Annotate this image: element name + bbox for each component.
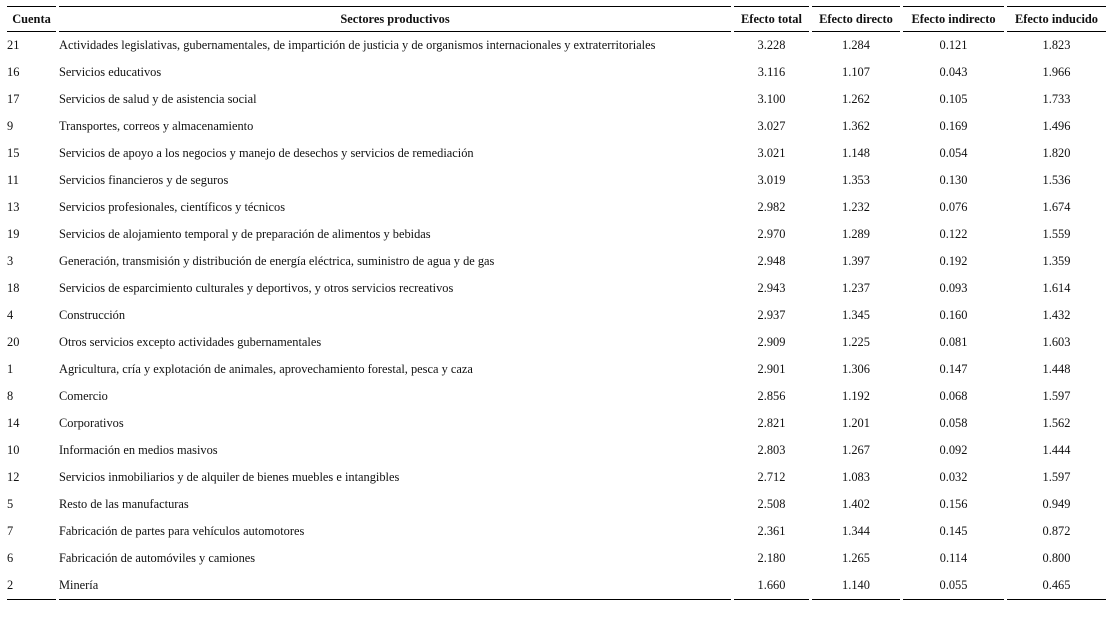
cell-cuenta: 16 xyxy=(7,65,20,79)
cell-efecto-indirecto: 0.058 xyxy=(939,416,968,430)
cell-sector: Servicios inmobiliarios y de alquiler de bienes muebles e intangibles xyxy=(59,470,400,484)
cell-efecto-indirecto: 0.156 xyxy=(939,497,968,511)
cell-efecto-inducido: 1.448 xyxy=(1042,362,1071,376)
cell-efecto-total: 1.660 xyxy=(734,572,809,600)
cell-efecto-inducido: 1.444 xyxy=(1042,443,1071,457)
cell-efecto-total: 2.180 xyxy=(757,551,786,565)
header-sector: Sectores productivos xyxy=(59,6,731,32)
cell-efecto-inducido: 1.674 xyxy=(1042,200,1071,214)
cell-sector: Fabricación de automóviles y camiones xyxy=(59,551,256,565)
cell-efecto-directo: 1.262 xyxy=(842,92,870,106)
cell-efecto-indirecto: 0.054 xyxy=(939,146,968,160)
cell-efecto-total: 2.909 xyxy=(757,335,786,349)
table-row xyxy=(7,410,1106,437)
cell-efecto-total: 3.100 xyxy=(757,92,786,106)
cell-efecto-directo: 1.267 xyxy=(842,443,870,457)
cell-sector: Servicios de apoyo a los negocios y manejo de desechos y servicios de remediación xyxy=(59,146,474,160)
table-row xyxy=(7,383,1106,410)
cell-efecto-indirecto: 0.081 xyxy=(939,335,968,349)
cell-efecto-indirecto: 0.160 xyxy=(939,308,968,322)
table-row xyxy=(7,140,1106,167)
cell-efecto-directo: 1.402 xyxy=(842,497,870,511)
header-efecto-inducido: Efecto inducido xyxy=(1007,6,1106,32)
table-row xyxy=(7,518,1106,545)
cell-cuenta: 19 xyxy=(7,227,20,241)
cell-efecto-total: 2.856 xyxy=(757,389,786,403)
cell-efecto-inducido: 1.603 xyxy=(1042,335,1071,349)
cell-cuenta: 8 xyxy=(7,389,14,403)
cell-efecto-directo: 1.284 xyxy=(842,38,870,52)
cell-sector: Corporativos xyxy=(59,416,124,430)
cell-efecto-total: 2.948 xyxy=(757,254,786,268)
cell-efecto-total: 2.901 xyxy=(757,362,786,376)
cell-efecto-directo: 1.265 xyxy=(842,551,870,565)
table-row xyxy=(7,113,1106,140)
cell-efecto-inducido: 0.465 xyxy=(1007,572,1106,600)
cell-cuenta: 7 xyxy=(7,524,14,538)
cell-sector: Servicios de salud y de asistencia social xyxy=(59,92,257,106)
cell-sector: Fabricación de partes para vehículos automotores xyxy=(59,524,305,538)
cell-efecto-inducido: 1.536 xyxy=(1042,173,1071,187)
cell-efecto-indirecto: 0.093 xyxy=(939,281,968,295)
cell-efecto-inducido: 1.597 xyxy=(1042,389,1071,403)
cell-cuenta: 13 xyxy=(7,200,20,214)
cell-efecto-total: 2.943 xyxy=(757,281,786,295)
cell-efecto-inducido: 1.559 xyxy=(1042,227,1071,241)
cell-cuenta: 5 xyxy=(7,497,14,511)
cell-efecto-indirecto: 0.121 xyxy=(939,38,968,52)
cell-cuenta: 11 xyxy=(7,173,19,187)
cell-efecto-total: 3.019 xyxy=(757,173,786,187)
cell-efecto-directo: 1.306 xyxy=(842,362,870,376)
cell-efecto-inducido: 1.733 xyxy=(1042,92,1071,106)
table-row xyxy=(7,167,1106,194)
cell-sector: Otros servicios excepto actividades gubernamentales xyxy=(59,335,322,349)
cell-efecto-inducido: 1.496 xyxy=(1042,119,1071,133)
table-row xyxy=(7,545,1106,572)
cell-efecto-directo: 1.107 xyxy=(842,65,870,79)
cell-sector: Agricultura, cría y explotación de animales, aprovechamiento forestal, pesca y caza xyxy=(59,362,473,376)
cell-efecto-inducido: 0.949 xyxy=(1042,497,1071,511)
cell-efecto-total: 2.508 xyxy=(757,497,786,511)
cell-sector: Servicios educativos xyxy=(59,65,162,79)
cell-sector: Construcción xyxy=(59,308,126,322)
cell-cuenta: 2 xyxy=(7,572,56,600)
cell-efecto-directo: 1.345 xyxy=(842,308,870,322)
cell-efecto-inducido: 1.562 xyxy=(1042,416,1071,430)
table-row xyxy=(7,221,1106,248)
cell-cuenta: 4 xyxy=(7,308,14,322)
table-row xyxy=(7,572,1106,600)
table-row xyxy=(7,194,1106,221)
cell-sector: Transportes, correos y almacenamiento xyxy=(59,119,254,133)
header-efecto-total: Efecto total xyxy=(734,6,809,32)
cell-sector: Servicios de esparcimiento culturales y deportivos, y otros servicios recreativos xyxy=(59,281,454,295)
cell-sector: Servicios financieros y de seguros xyxy=(59,173,229,187)
table-row xyxy=(7,437,1106,464)
cell-efecto-total: 2.361 xyxy=(757,524,786,538)
cell-efecto-total: 2.803 xyxy=(757,443,786,457)
table-body xyxy=(7,32,1106,600)
cell-efecto-total: 2.712 xyxy=(757,470,786,484)
cell-cuenta: 17 xyxy=(7,92,20,106)
cell-cuenta: 6 xyxy=(7,551,14,565)
cell-efecto-total: 3.116 xyxy=(757,65,786,79)
cell-sector: Servicios de alojamiento temporal y de preparación de alimentos y bebidas xyxy=(59,227,431,241)
cell-efecto-indirecto: 0.092 xyxy=(939,443,968,457)
cell-efecto-total: 3.021 xyxy=(757,146,786,160)
cell-efecto-directo: 1.289 xyxy=(842,227,870,241)
cell-efecto-total: 2.982 xyxy=(757,200,786,214)
table-row xyxy=(7,59,1106,86)
cell-cuenta: 20 xyxy=(7,335,20,349)
cell-efecto-inducido: 1.359 xyxy=(1042,254,1071,268)
cell-efecto-indirecto: 0.114 xyxy=(939,551,968,565)
header-efecto-indirecto: Efecto indirecto xyxy=(903,6,1004,32)
table-row xyxy=(7,248,1106,275)
cell-efecto-indirecto: 0.145 xyxy=(939,524,968,538)
cell-efecto-inducido: 1.820 xyxy=(1042,146,1071,160)
cell-cuenta: 9 xyxy=(7,119,14,133)
cell-efecto-inducido: 1.432 xyxy=(1042,308,1071,322)
cell-sector: Minería xyxy=(59,572,731,600)
cell-efecto-indirecto: 0.169 xyxy=(939,119,968,133)
cell-efecto-indirecto: 0.105 xyxy=(939,92,968,106)
cell-efecto-inducido: 0.800 xyxy=(1042,551,1071,565)
cell-efecto-inducido: 1.823 xyxy=(1042,38,1071,52)
cell-sector: Servicios profesionales, científicos y técnicos xyxy=(59,200,286,214)
cell-efecto-total: 3.228 xyxy=(757,38,786,52)
cell-efecto-indirecto: 0.122 xyxy=(939,227,968,241)
cell-sector: Información en medios masivos xyxy=(59,443,218,457)
cell-efecto-directo: 1.148 xyxy=(842,146,870,160)
cell-efecto-indirecto: 0.147 xyxy=(939,362,968,376)
cell-efecto-inducido: 0.872 xyxy=(1042,524,1071,538)
cell-efecto-directo: 1.083 xyxy=(842,470,870,484)
cell-efecto-directo: 1.225 xyxy=(842,335,870,349)
table-row xyxy=(7,302,1106,329)
cell-sector: Resto de las manufacturas xyxy=(59,497,189,511)
cell-efecto-indirecto: 0.043 xyxy=(939,65,968,79)
table-row xyxy=(7,32,1106,59)
table-row xyxy=(7,356,1106,383)
cell-efecto-directo: 1.362 xyxy=(842,119,870,133)
cell-efecto-directo: 1.201 xyxy=(842,416,870,430)
cell-efecto-indirecto: 0.032 xyxy=(939,470,968,484)
cell-cuenta: 12 xyxy=(7,470,20,484)
cell-cuenta: 21 xyxy=(7,38,20,52)
cell-cuenta: 10 xyxy=(7,443,20,457)
cell-cuenta: 1 xyxy=(7,362,14,376)
cell-cuenta: 14 xyxy=(7,416,20,430)
cell-efecto-inducido: 1.597 xyxy=(1042,470,1071,484)
cell-sector: Actividades legislativas, gubernamentales, de impartición de justicia y de organismos internacionales y extraterritoriales xyxy=(59,38,656,52)
cell-efecto-directo: 1.344 xyxy=(842,524,870,538)
cell-cuenta: 15 xyxy=(7,146,20,160)
cell-efecto-indirecto: 0.055 xyxy=(903,572,1004,600)
cell-efecto-directo: 1.232 xyxy=(842,200,870,214)
cell-efecto-total: 2.821 xyxy=(757,416,786,430)
cell-efecto-directo: 1.353 xyxy=(842,173,870,187)
cell-efecto-indirecto: 0.068 xyxy=(939,389,968,403)
table-row xyxy=(7,275,1106,302)
cell-efecto-inducido: 1.614 xyxy=(1042,281,1071,295)
cell-efecto-total: 3.027 xyxy=(757,119,786,133)
table-header-row xyxy=(7,6,1106,32)
cell-efecto-total: 2.970 xyxy=(757,227,786,241)
table-row xyxy=(7,491,1106,518)
cell-cuenta: 18 xyxy=(7,281,20,295)
header-cuenta: Cuenta xyxy=(7,6,56,32)
header-efecto-directo: Efecto directo xyxy=(812,6,900,32)
cell-sector: Comercio xyxy=(59,389,108,403)
cell-cuenta: 3 xyxy=(7,254,14,268)
cell-efecto-indirecto: 0.076 xyxy=(939,200,968,214)
cell-sector: Generación, transmisión y distribución de energía eléctrica, suministro de agua y de gas xyxy=(59,254,495,268)
effects-table xyxy=(4,6,1109,600)
cell-efecto-indirecto: 0.192 xyxy=(939,254,968,268)
cell-efecto-directo: 1.192 xyxy=(842,389,870,403)
table-row xyxy=(7,86,1106,113)
cell-efecto-directo: 1.397 xyxy=(842,254,870,268)
cell-efecto-inducido: 1.966 xyxy=(1042,65,1071,79)
cell-efecto-total: 2.937 xyxy=(757,308,786,322)
cell-efecto-directo: 1.237 xyxy=(842,281,870,295)
cell-efecto-directo: 1.140 xyxy=(812,572,900,600)
cell-efecto-indirecto: 0.130 xyxy=(939,173,968,187)
table-row xyxy=(7,329,1106,356)
table-row xyxy=(7,464,1106,491)
